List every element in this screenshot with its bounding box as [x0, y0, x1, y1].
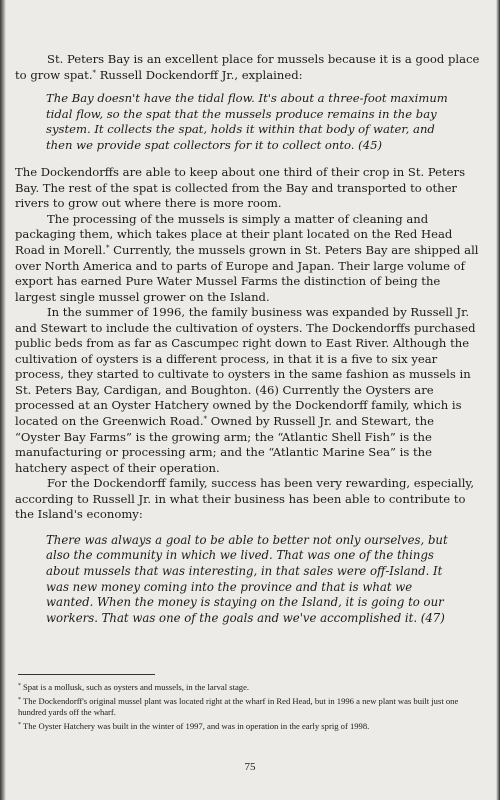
- footnote: [18, 720, 478, 732]
- footnote-text: Spat is a mollusk, such as oysters and mussels, in the larval stage.: [23, 682, 250, 692]
- body-text: [15, 52, 482, 626]
- footnote-divider: [18, 674, 155, 675]
- paragraph-3-text: The processing of the mussels is simply a matter of cleaning and packaging them, which takes place at their plant located on the Red Head Road in Morell.: [15, 211, 453, 258]
- paragraph-3: [15, 212, 482, 305]
- block-quote-2: There was always a goal to be able to better not only ourselves, but also the community in which we lived. That was one of the things about mussels that was interesting, in that sales were off-Island. It was new money coming into the province and that is what we wanted. When the money is staying on the Island, it is going to our workers. That was one of the goals and we've accomplished it. (47): [46, 532, 448, 625]
- paragraph-4: [15, 305, 482, 476]
- page-edge-shadow: [496, 0, 500, 800]
- footnote: [18, 695, 478, 718]
- paragraph-1: [15, 52, 482, 83]
- paragraph-1-text-cont: Russell Dockendorff Jr., explained:: [96, 67, 303, 82]
- footnote-mark: *: [18, 722, 21, 729]
- paragraph-4-text: In the summer of 1996, the family business was expanded by Russell Jr. and Stewart to include the cultivation of oysters. The Dockendorffs purchased public beds from as far as Cascumpec right down to East River. Although the cultivation of oysters is a different process, in that it is a five to six year process, they started to cultivate to oysters in the same fashion as mussels in St. Peters Bay, Cardigan, and Boughton. (46) Currently the Oysters are processed at an Oyster Hatchery owned by the Dockendorff family, which is located on the Greenwich Road.: [15, 305, 476, 429]
- footnote-mark: *: [18, 697, 21, 703]
- footnotes: [18, 681, 478, 734]
- page-number: 75: [244, 761, 256, 773]
- block-quote-1: The Bay doesn't have the tidal flow. It's about a three-foot maximum tidal flow, so the spat that the mussels produce remains in the bay system. It collects the spat, holds it within that body of water, and then we provide spat collectors for it to collect onto. (45): [46, 91, 448, 152]
- footnote-mark: *: [18, 683, 21, 689]
- paragraph-4-text-cont: Owned by Russell Jr. and Stewart, the “Oyster Bay Farms” is the growing arm; the “Atlantic Shell Fish” is the manufacturing or processing arm; and the “Atlantic Marine Sea” is the hatchery aspect of their operation.: [15, 414, 434, 475]
- paragraph-5: For the Dockendorff family, success has been very rewarding, especially, according to Russell Jr. in what their business has been able to contribute to the Island's economy:: [15, 476, 475, 522]
- footnote-marker: *: [203, 415, 208, 424]
- footnote-marker: *: [92, 68, 97, 77]
- footnote-text: The Oyster Hatchery was built in the winter of 1997, and was in operation in the early sprig of 1998.: [23, 721, 370, 732]
- footnote: [18, 681, 478, 693]
- footnote-marker: *: [105, 244, 110, 253]
- paragraph-2: The Dockendorffs are able to keep about one third of their crop in St. Peters Bay. The rest of the spat is collected from the Bay and transported to other rivers to grow out where there is more room.: [15, 165, 466, 211]
- binding-shadow: [0, 0, 6, 800]
- paragraph-3-text-cont: Currently, the mussels grown in St. Peters Bay are shipped all over North America and to parts of Europe and Japan. Their large volume of export has earned Pure Water Mussel Farms the distinction of being the largest single mussel grower on the Island.: [15, 243, 479, 304]
- footnote-text: The Dockendorff's original mussel plant was located right at the wharf in Red Head, but in 1996 a new plant was built just one hundred yards off the wharf.: [18, 696, 459, 718]
- paragraph-1-text: St. Peters Bay is an excellent place for mussels because it is a good place to grow spat.: [15, 52, 480, 82]
